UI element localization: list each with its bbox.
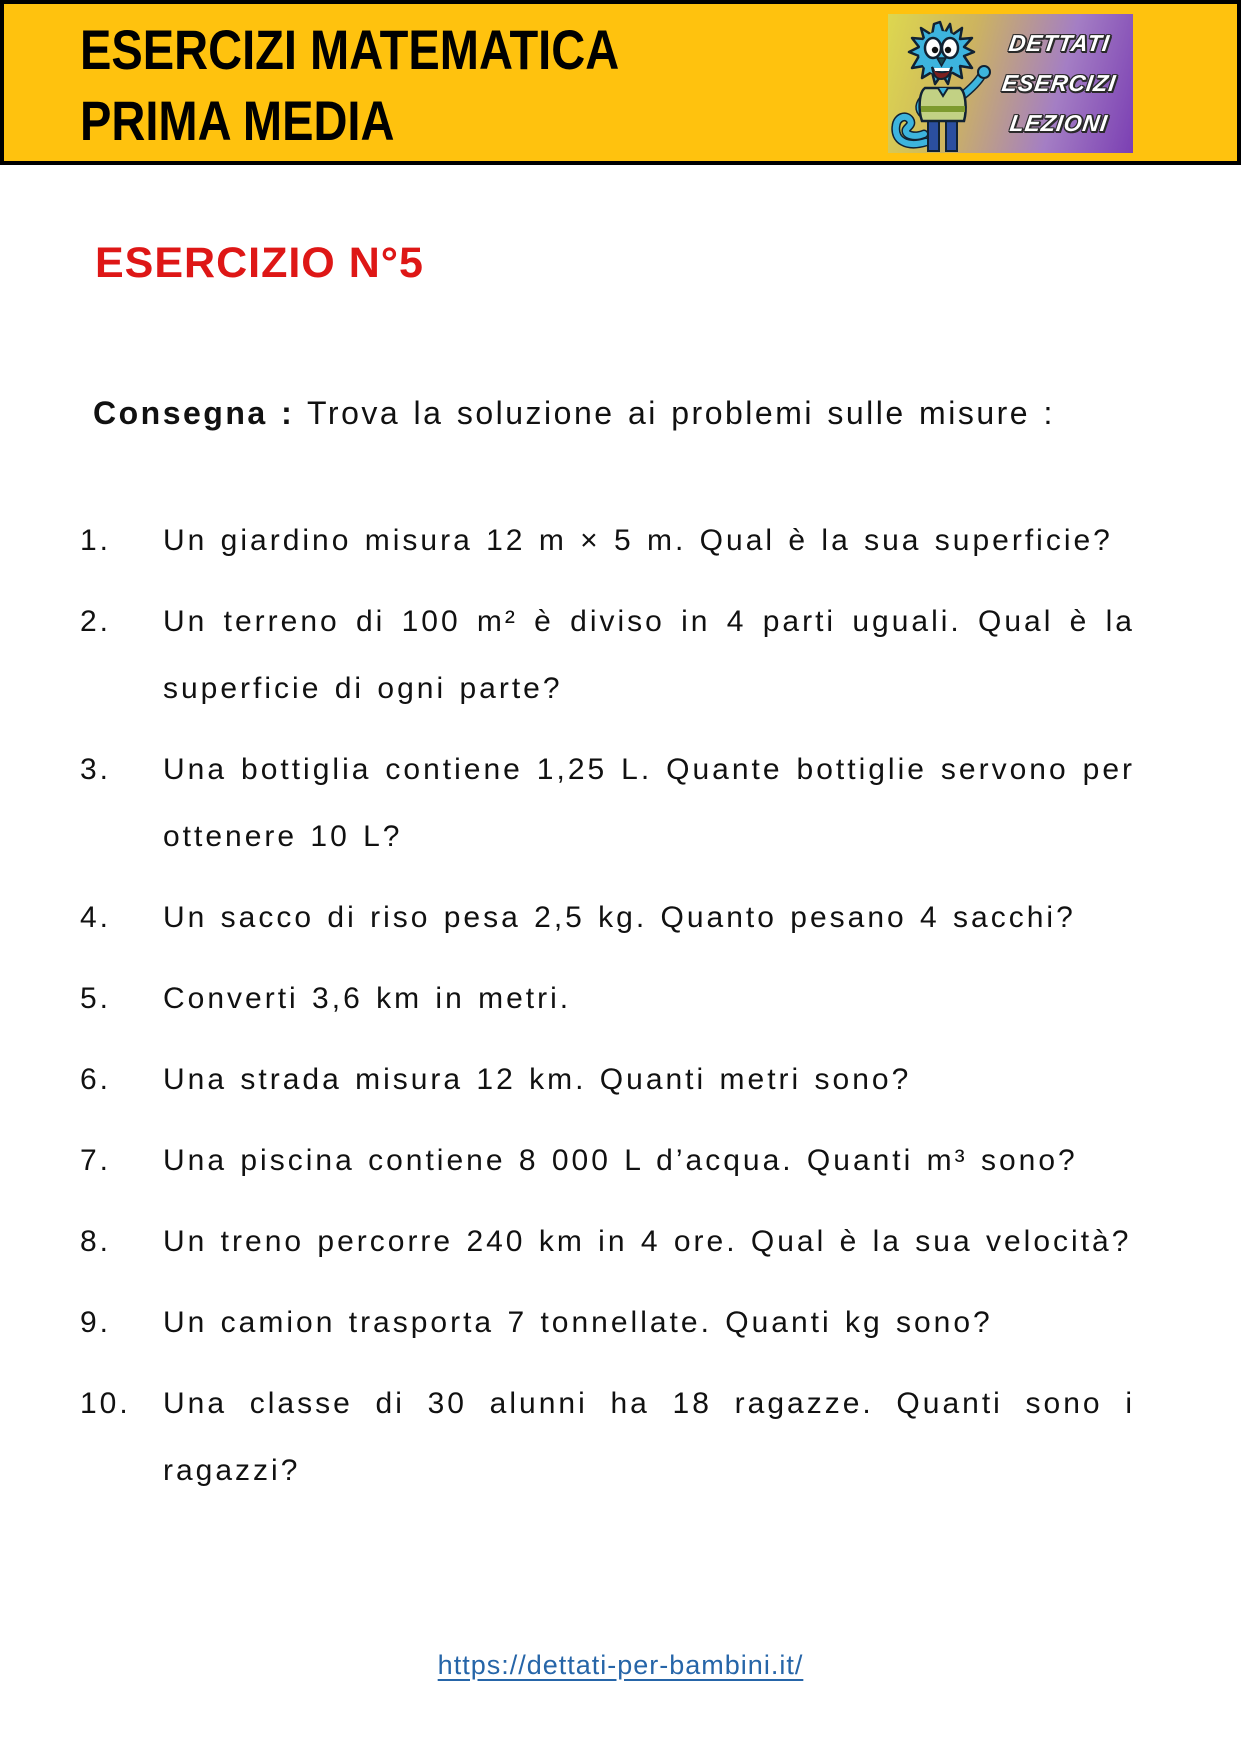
worksheet-body (0, 240, 1241, 1504)
problem-number: 7. (80, 1144, 112, 1177)
problem-number: 8. (80, 1225, 112, 1258)
problem-row (80, 1127, 1241, 1194)
problem-text: Un camion trasporta 7 tonnellate. Quanti kg sono? (163, 1306, 993, 1339)
logo-text-block (993, 14, 1133, 153)
problem-row (80, 736, 1241, 870)
problem-row (80, 1370, 1241, 1504)
problem-text: Una classe di 30 alunni ha 18 ragazze. Quanti sono i ragazzi? (163, 1387, 1135, 1487)
problem-number: 6. (80, 1063, 112, 1096)
problem-row (80, 1046, 1241, 1113)
problem-text: Una bottiglia contiene 1,25 L. Quante bottiglie servono per ottenere 10 L? (163, 753, 1135, 853)
problems-list (0, 507, 1241, 1504)
page-title-block (80, 14, 722, 156)
page-header (0, 0, 1241, 165)
page-footer (0, 1650, 1241, 1681)
problem-row (80, 884, 1241, 951)
problem-text: Un sacco di riso pesa 2,5 kg. Quanto pesano 4 sacchi? (163, 901, 1076, 934)
problem-text: Un terreno di 100 m² è diviso in 4 parti uguali. Qual è la superficie di ogni parte? (163, 605, 1135, 705)
page-title-line2: PRIMA MEDIA (80, 89, 395, 152)
logo-word-esercizi: ESERCIZI (1000, 69, 1118, 96)
problem-number: 10. (80, 1387, 131, 1420)
problem-text: Converti 3,6 km in metri. (163, 982, 572, 1015)
problem-number: 4. (80, 901, 112, 934)
problem-row (80, 588, 1241, 722)
exercise-heading: ESERCIZIO N°5 (95, 239, 424, 287)
problem-number: 2. (80, 605, 112, 638)
problem-text: Una strada misura 12 km. Quanti metri sono? (163, 1063, 912, 1096)
problem-text: Un treno percorre 240 km in 4 ore. Qual è la sua velocità? (163, 1225, 1132, 1258)
problem-number: 3. (80, 753, 112, 786)
cat-mascot-icon (888, 14, 993, 153)
consegna-line (93, 393, 1241, 433)
problem-number: 5. (80, 982, 112, 1015)
problem-text: Un giardino misura 12 m × 5 m. Qual è la sua superficie? (163, 524, 1113, 557)
problem-row (80, 1208, 1241, 1275)
problem-row (80, 1289, 1241, 1356)
consegna-label: Consegna : (93, 395, 295, 431)
problem-text: Una piscina contiene 8 000 L d’acqua. Quanti m³ sono? (163, 1144, 1078, 1177)
consegna-text: Trova la soluzione ai problemi sulle misure : (307, 395, 1055, 431)
problem-number: 9. (80, 1306, 112, 1339)
page-title-line1: ESERCIZI MATEMATICA (80, 18, 620, 81)
logo-word-lezioni: LEZIONI (1008, 109, 1110, 136)
problem-number: 1. (80, 524, 112, 557)
site-logo (888, 14, 1133, 153)
site-link[interactable]: https://dettati-per-bambini.it/ (437, 1650, 804, 1680)
logo-word-dettati: DETTATI (1006, 30, 1112, 57)
problem-row (80, 965, 1241, 1032)
problem-row (80, 507, 1241, 574)
